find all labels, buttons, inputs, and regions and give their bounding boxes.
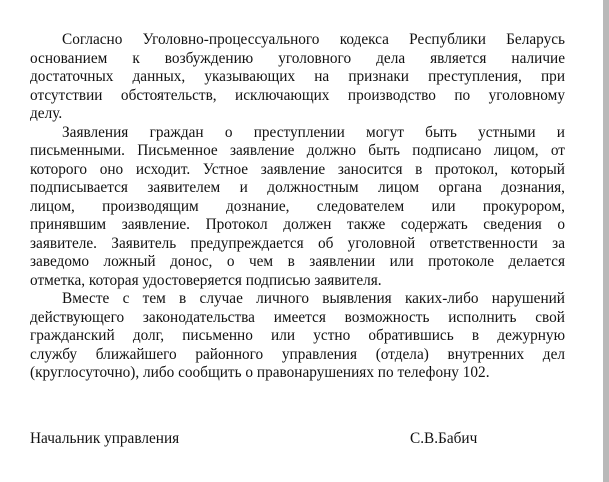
text-line: (круглосуточно), либо сообщить о правонарушениях по телефону 102. (30, 364, 490, 381)
signatory-name: С.В.Бабич (410, 430, 478, 447)
text-line: действующего законодательства имеется возможность исполнить свой (30, 308, 565, 326)
text-line: основанием к возбуждению уголовного дела является наличие (30, 49, 565, 67)
text-line: лицом, производящим дознание, следователем или прокурором, (30, 197, 565, 215)
text-line: делу. (30, 105, 63, 122)
text-line: достаточных данных, указывающих на признаки преступления, при (30, 68, 565, 85)
text-line: которого оно исходит. Устное заявление заносится в протокол, который (30, 160, 565, 178)
text-line: подписывается заявителем и должностным лицом органа дознания, (30, 179, 565, 196)
text-line: отметка, которая удостоверяется подписью заявителя. (30, 271, 382, 289)
signatory-position: Начальник управления (30, 430, 180, 447)
paragraph (30, 124, 565, 291)
text-line: Согласно Уголовно-процессуального кодекса Республики Беларусь (62, 31, 565, 48)
document-body (30, 31, 565, 383)
text-line: гражданский долг, письменно или устно обратившись в дежурную (30, 327, 565, 344)
text-line: Вместе с тем в случае личного выявления каких-либо нарушений (62, 290, 565, 307)
text-line: отсутствии обстоятельств, исключающих производство по уголовному (30, 86, 565, 104)
text-line: Заявления граждан о преступлении могут быть устными и (62, 123, 565, 141)
paragraph (30, 31, 565, 124)
text-line: заведомо ложный донос, о чем в заявлении или протоколе делается (30, 253, 565, 270)
text-line: письменными. Письменное заявление должно быть подписано лицом, от (30, 142, 565, 159)
text-line: службу ближайшего районного управления (отдела) внутренних дел (30, 345, 565, 363)
text-line: заявителе. Заявитель предупреждается об уголовной ответственности за (30, 234, 565, 252)
text-line: принявшим заявление. Протокол должен также содержать сведения о (30, 216, 565, 233)
window-edge (603, 0, 609, 482)
paragraph (30, 290, 565, 383)
